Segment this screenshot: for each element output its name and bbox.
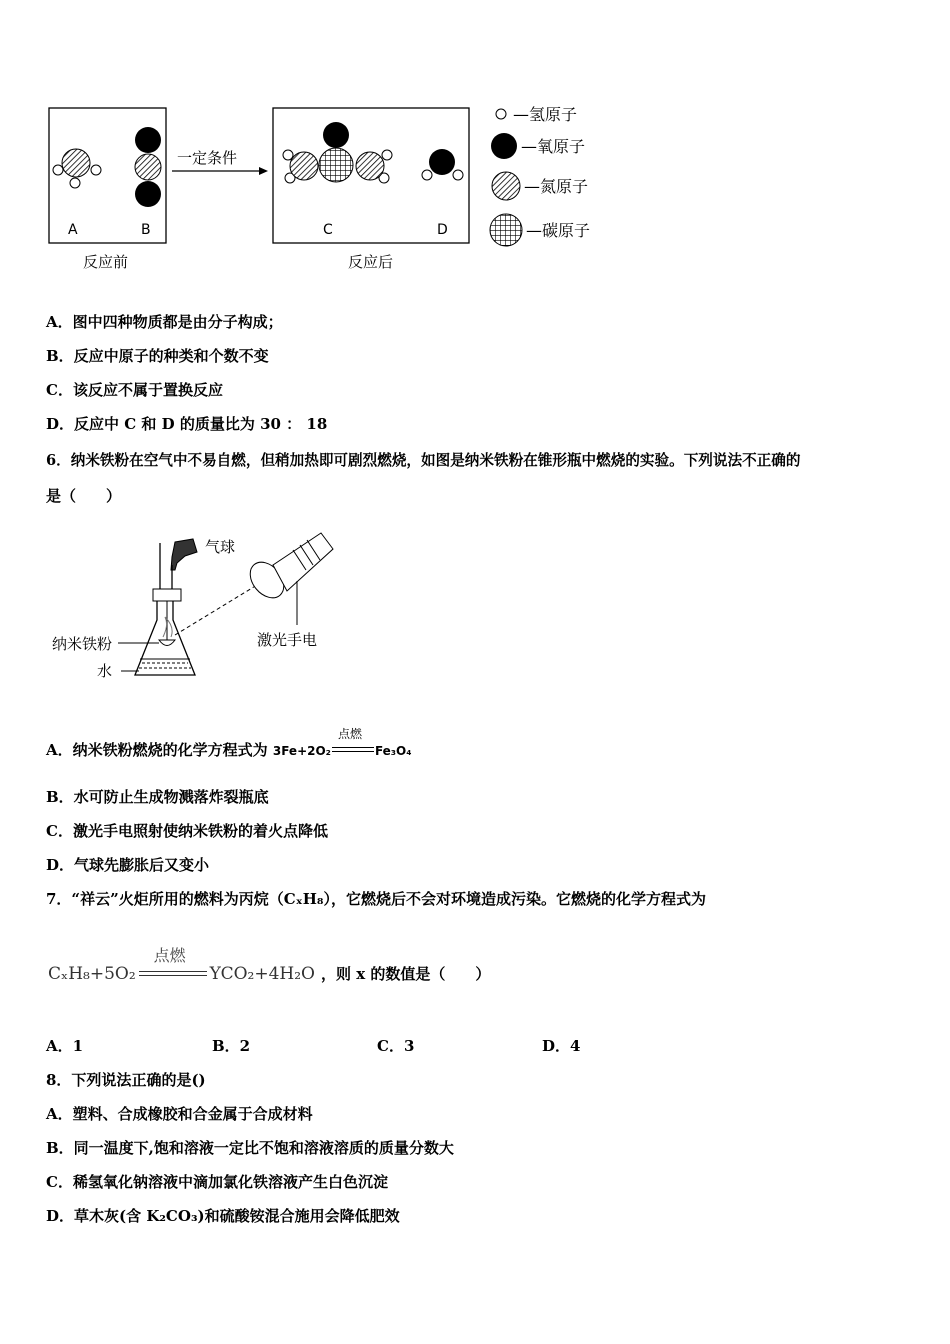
q6-option-d: D．气球先膨胀后又变小: [46, 856, 210, 874]
q5-option-b: B．反应中原子的种类和个数不变: [46, 347, 269, 365]
q7-stem: 7．“祥云”火炬所用的燃料为丙烷（CₓH₈），它燃烧后不会对环境造成污染。它燃烧的化学方程式为: [46, 890, 707, 908]
flask-experiment-figure: [45, 525, 345, 690]
q8-stem: 8．下列说法正确的是(): [46, 1071, 206, 1089]
flask-icon: [135, 601, 195, 675]
q7-option-b: B．2: [212, 1037, 251, 1055]
laser-torch-icon: [243, 533, 333, 625]
q5-option-a: A．图中四种物质都是由分子构成；: [46, 313, 283, 331]
label-d: D: [437, 222, 448, 238]
q6-option-b: B．水可防止生成物溅落炸裂瓶底: [46, 788, 269, 806]
q7-eq-rhs: YCO₂+4H₂O: [209, 964, 315, 984]
legend-carbon: —碳原子: [526, 221, 591, 240]
arrow-head-icon: [259, 167, 268, 175]
q8-option-a: A．塑料、合成橡胶和合金属于合成材料: [46, 1105, 313, 1123]
q5-option-d: D．反应中 C 和 D 的质量比为 30 ： 18: [46, 415, 328, 433]
q6-a-condition: 点燃: [331, 741, 375, 755]
arrow-label: 一定条件: [177, 149, 238, 167]
q6-a-lhs: 3Fe+2O₂: [272, 744, 331, 758]
q5-option-c: C．该反应不属于置换反应: [46, 381, 223, 399]
carbon-atom-icon: [490, 214, 522, 246]
molecule-a: [53, 149, 101, 188]
q6-stem-line2: 是（ ）: [46, 487, 122, 505]
q7-equation: [48, 946, 491, 984]
q6-a-rhs: Fe₃O₄: [374, 744, 412, 758]
q7-eq-condition: 点燃: [136, 963, 210, 979]
molecule-d: [422, 149, 463, 180]
label-b: B: [141, 222, 151, 238]
label-balloon: 气球: [205, 538, 236, 556]
q7-option-d: D．4: [542, 1037, 581, 1055]
label-a: A: [68, 222, 78, 238]
q7-eq-lhs: CₓH₈+5O₂: [48, 964, 136, 984]
molecule-b: [135, 127, 161, 207]
q7-eq-tail: ，则 x 的数值是（ ）: [321, 965, 491, 983]
q7-option-c: C．3: [377, 1037, 415, 1055]
label-water: 水: [97, 662, 113, 680]
nitrogen-atom-icon: [492, 172, 520, 200]
q8-option-d: D．草木灰(含 K₂CO₃)和硫酸铵混合施用会降低肥效: [46, 1207, 400, 1225]
q8-option-b: B．同一温度下,饱和溶液一定比不饱和溶液溶质的质量分数大: [46, 1139, 454, 1157]
legend-nitrogen: —氮原子: [524, 177, 589, 196]
molecule-c: [283, 122, 392, 183]
q6-a-prefix: A．纳米铁粉燃烧的化学方程式为: [46, 741, 273, 759]
label-c: C: [323, 222, 333, 238]
label-laser-torch: 激光手电: [257, 631, 318, 649]
hydrogen-atom-icon: [496, 109, 506, 119]
q6-option-c: C．激光手电照射使纳米铁粉的着火点降低: [46, 822, 328, 840]
q7-option-a: A．1: [46, 1037, 84, 1055]
caption-after: 反应后: [348, 253, 394, 271]
legend-oxygen: —氧原子: [521, 137, 586, 156]
legend-hydrogen: —氢原子: [513, 105, 578, 124]
label-nano-iron: 纳米铁粉: [52, 635, 113, 653]
balloon-icon: [171, 539, 197, 570]
caption-before: 反应前: [83, 253, 129, 271]
q6-stem-line1: 6．纳米铁粉在空气中不易自燃，但稍加热即可剧烈燃烧，如图是纳米铁粉在锥形瓶中燃烧的实验。下列说法不正确的: [46, 452, 801, 469]
q6-option-a: [46, 727, 412, 760]
q8-option-c: C．稀氢氧化钠溶液中滴加氯化铁溶液产生白色沉淀: [46, 1173, 388, 1191]
oxygen-atom-icon: [491, 133, 517, 159]
